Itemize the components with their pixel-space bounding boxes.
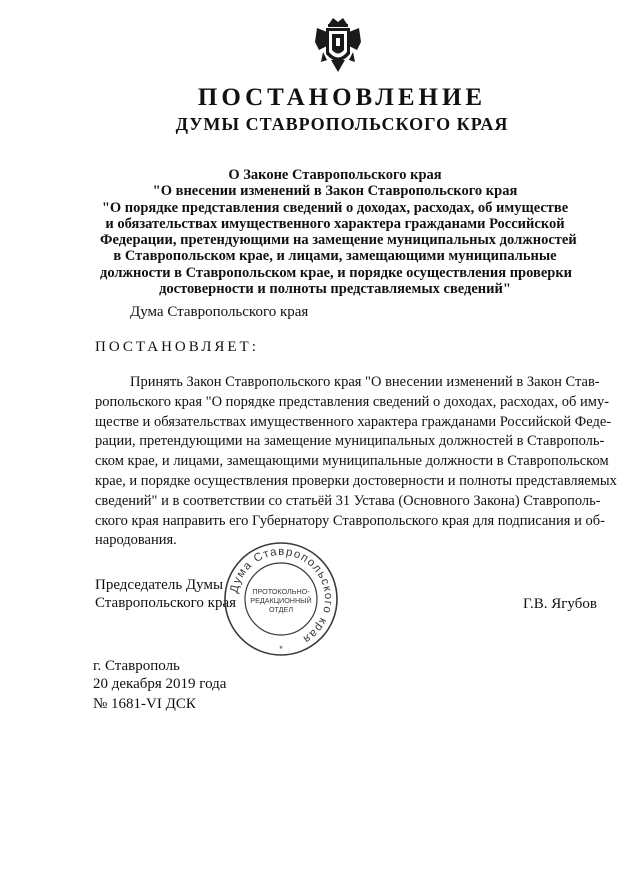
heading-line: достоверности и полноты представляемых сведений" [159,281,511,298]
body-line: ществе и обязательствах имущественного характера гражданами Российской Феде- [95,413,612,430]
stamp-ring-text: Дума Ставропольского края [228,545,335,646]
body-line: народования. [95,532,177,549]
resolves-label: ПОСТАНОВЛЯЕТ: [95,339,259,355]
document-date: 20 декабря 2019 года [93,676,227,692]
document-title: ПОСТАНОВЛЕНИЕ [197,84,487,111]
body-line: ского края направить его Губернатору Ставропольского края для подписания и об- [95,512,605,529]
signer-position-line1: Председатель Думы [95,577,224,593]
body-line: крае, и порядке осуществления проверки достоверности и полноты представляемых [95,472,617,489]
resolution-body [95,373,617,551]
document-number: № 1681-VI ДСК [93,696,196,712]
heading-line: в Ставропольском крае, и лицами, замещающими муниципальные [113,248,557,265]
resolution-heading [100,167,577,298]
heading-line: Федерации, претендующими на замещение муниципальных должностей [100,232,577,249]
issuer-label: Дума Ставропольского края [130,304,309,320]
heading-line: и обязательствах имущественного характера гражданами Российской [105,215,565,232]
stamp-center-line1: ПРОТОКОЛЬНО- [252,587,310,596]
svg-text:*: * [279,644,283,654]
body-line: ропольского края "О порядке представления сведений о доходах, расходах, об иму- [95,393,610,410]
stamp-center-line3: ОТДЕЛ [268,605,294,614]
coat-of-arms-icon [313,16,363,74]
city: г. Ставрополь [93,658,180,674]
signer-name: Г.В. Ягубов [523,596,597,612]
heading-line: должности в Ставропольском крае, и порядке осуществления проверки [100,264,573,281]
heading-line: "О порядке представления сведений о доходах, расходах, об имуществе [101,199,569,216]
stamp-center-line2: РЕДАКЦИОННЫЙ [250,596,312,605]
body-line: Принять Закон Ставропольского края "О внесении изменений в Закон Став- [130,374,600,390]
body-line: сведений" и в соответствии со статьёй 31 Устава (Основного Закона) Ставрополь- [95,492,601,509]
heading-line: О Законе Ставропольского края [228,167,442,183]
signer-position-line2: Ставропольского края [95,595,236,611]
stamp-icon [222,540,340,658]
body-line: ском крае, и лицами, замещающими муниципальные должности в Ставропольском [95,453,609,470]
heading-line: "О внесении изменений в Закон Ставропольского края [152,183,518,200]
document-subtitle: ДУМЫ СТАВРОПОЛЬСКОГО КРАЯ [175,114,509,134]
body-line: рации, претендующими на замещение муниципальных должностей в Ставрополь- [95,433,605,450]
